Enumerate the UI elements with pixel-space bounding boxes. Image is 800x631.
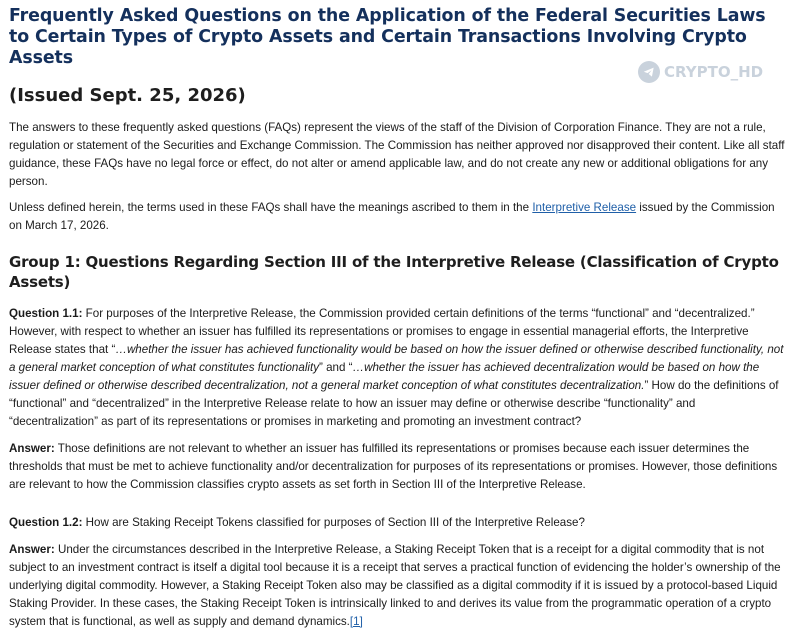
question-label: Question 1.2: (9, 516, 83, 529)
definitions-paragraph (9, 199, 786, 235)
telegram-icon (638, 61, 660, 83)
answer-label: Answer: (9, 442, 55, 455)
question-text: For purposes of the Interpretive Release, the Commission provided certain definitions of the terms “functional” and “decentralized.” However, with respect to whether an issuer has fulfilled its representations or promises to engage in essential managerial efforts, the Interpretive Release states that “ (9, 307, 755, 356)
question-label: Question 1.1: (9, 307, 83, 320)
watermark (638, 61, 763, 83)
page-title: Frequently Asked Questions on the Application of the Federal Securities Laws to Certain Types of Crypto Assets and Certain Transactions Involving Crypto Assets (9, 6, 766, 68)
intro-paragraph: The answers to these frequently asked questions (FAQs) represent the views of the staff of the Division of Corporation Finance. They are not a rule, regulation or statement of the Securities and Exchange Commission. The Commission has neither approved nor disapproved their content. Like all staff guidance, these FAQs have no legal force or effect, do not alter or amend applicable law, and do not create any new or additional obligations for any person. (9, 121, 785, 188)
question-quote: …whether the issuer has achieved functionality would be based on how the issuer defined or otherwise described functionality, not a general market conception of what constitutes functionality (9, 343, 784, 374)
definitions-text-after: issued by the Commission on March 17, 2026. (9, 201, 775, 232)
question-1-1 (9, 305, 786, 431)
question-text: ” and “ (319, 361, 353, 374)
issued-date: (Issued Sept. 25, 2026) (9, 85, 246, 106)
watermark-text: CRYPTO_HD (664, 63, 764, 81)
group-heading: Group 1: Questions Regarding Section III of the Interpretive Release (Classification of Crypto Assets) (9, 253, 779, 291)
answer-1-2 (9, 541, 786, 631)
answer-text: Those definitions are not relevant to whether an issuer has fulfilled its representations or promises because each issuer determines the thresholds that must be met to achieve functionality and/or decentralization for purposes of its representations or promises. However, those definitions are relevant to how the Commission classifies crypto assets as set forth in Section III of the Interpretive Release. (9, 442, 778, 491)
interpretive-release-link[interactable]: Interpretive Release (532, 201, 637, 214)
definitions-text-before: Unless defined herein, the terms used in these FAQs shall have the meanings ascribed to them in the (9, 201, 533, 214)
footnote-link[interactable]: [1] (349, 615, 363, 628)
question-text: ” How do the definitions of “functional” and “decentralized” in the Interpretive Release relate to how an issuer may define or otherwise describe “functionality” and “decentralization” as part of its representations or promises in marketing and promoting an investment contract? (9, 379, 779, 428)
answer-1-1 (9, 440, 786, 494)
question-1-2 (9, 514, 786, 532)
question-quote: …whether the issuer has achieved decentralization would be based on how the issuer defined or otherwise described decentralization, not a general market conception of what constitutes decentralization. (9, 361, 760, 392)
answer-label: Answer: (9, 543, 55, 556)
answer-text: Under the circumstances described in the Interpretive Release, a Staking Receipt Token that is a receipt for a digital commodity that is not subject to an investment contract is itself a digital tool because it is a receipt that serves a practical function of evidencing the holder’s ownership of the underlying digital commodity. However, a Staking Receipt Token also may be classified as a digital commodity if it is issued by a protocol-based Liquid Staking Provider. In these cases, the Staking Receipt Token is intrinsically linked to and derives its value from the programmatic operation of a crypto system that is functional, as well as supply and demand dynamics. (9, 543, 781, 628)
question-text: How are Staking Receipt Tokens classified for purposes of Section III of the Interpretive Release? (82, 516, 585, 529)
